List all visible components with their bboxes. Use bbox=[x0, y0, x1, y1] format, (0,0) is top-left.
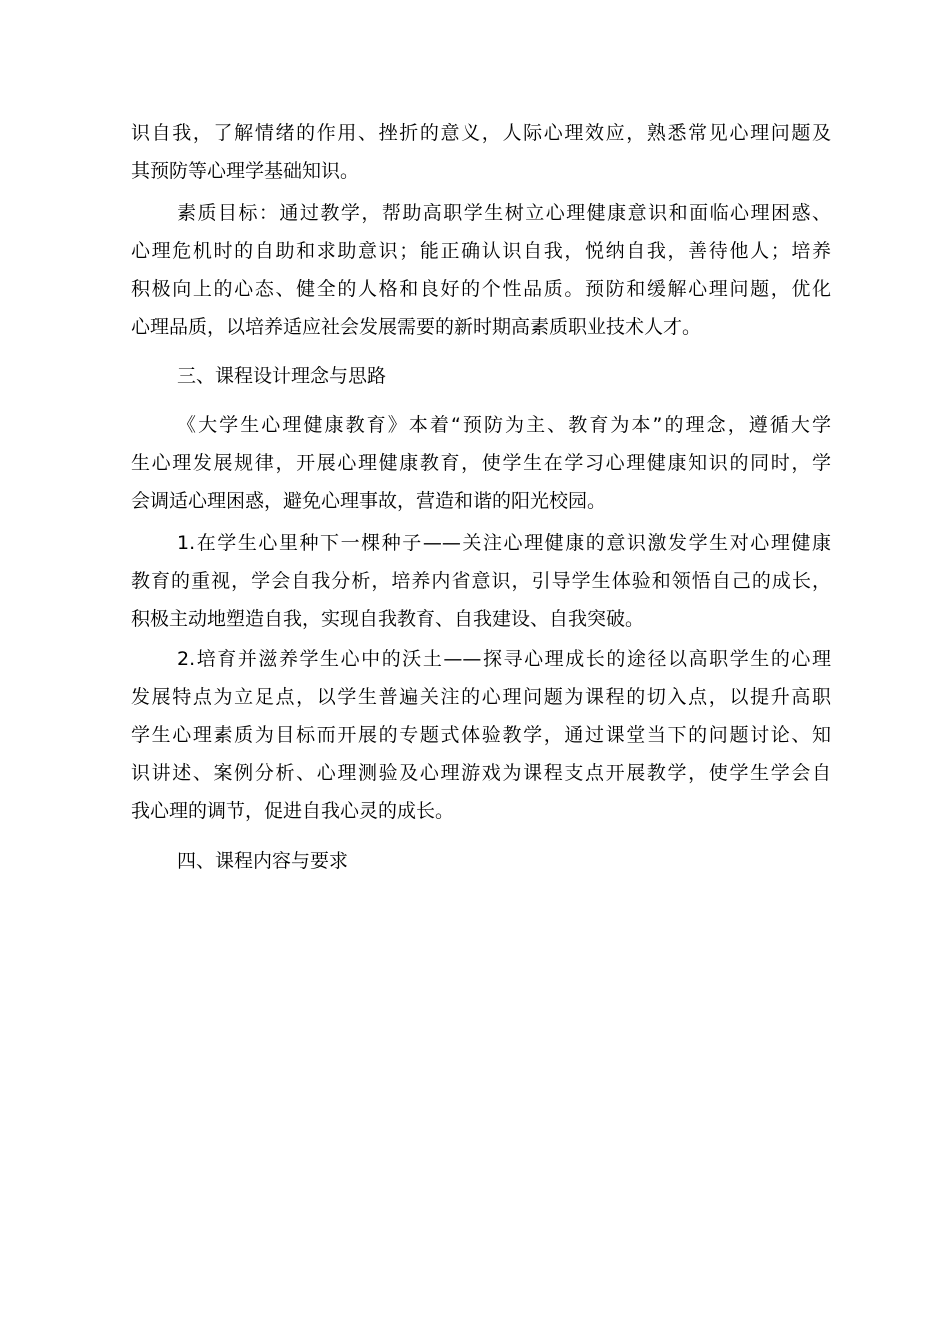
paragraph-point2-line-1: 2.培育并滋养学生心中的沃土——探寻心理成长的途径以高职学生的心理 bbox=[177, 648, 831, 670]
section-heading-3: 三、课程设计理念与思路 bbox=[177, 365, 387, 387]
paragraph-point1-line-1: 1.在学生心里种下一棵种子——关注心理健康的意识激发学生对心理健康 bbox=[177, 532, 831, 554]
paragraph-concept-line-1: 《大学生心理健康教育》本着“预防为主、教育为本”的理念，遵循大学 bbox=[177, 414, 831, 436]
paragraph-point1-line-2: 教育的重视，学会自我分析，培养内省意识，引导学生体验和领悟自己的成长， bbox=[131, 570, 831, 592]
paragraph-knowledge-line-1: 识自我，了解情绪的作用、挫折的意义，人际心理效应，熟悉常见心理问题及 bbox=[131, 122, 831, 144]
section-heading-4: 四、课程内容与要求 bbox=[177, 850, 349, 872]
paragraph-point2-line-4: 识讲述、案例分析、心理测验及心理游戏为课程支点开展教学，使学生学会自 bbox=[131, 762, 831, 784]
paragraph-point2-line-2: 发展特点为立足点，以学生普遍关注的心理问题为课程的切入点，以提升高职 bbox=[131, 686, 831, 708]
paragraph-quality-line-3: 积极向上的心态、健全的人格和良好的个性品质。预防和缓解心理问题，优化 bbox=[131, 278, 831, 300]
paragraph-point1-line-3: 积极主动地塑造自我，实现自我教育、自我建设、自我突破。 bbox=[131, 608, 645, 630]
paragraph-point2-line-5: 我心理的调节，促进自我心灵的成长。 bbox=[131, 800, 455, 822]
paragraph-concept-line-2: 生心理发展规律，开展心理健康教育，使学生在学习心理健康知识的同时，学 bbox=[131, 452, 831, 474]
paragraph-quality-line-2: 心理危机时的自助和求助意识；能正确认识自我，悦纳自我，善待他人；培养 bbox=[131, 240, 831, 262]
paragraph-knowledge-line-2: 其预防等心理学基础知识。 bbox=[131, 160, 360, 182]
paragraph-quality-line-4: 心理品质，以培养适应社会发展需要的新时期高素质职业技术人才。 bbox=[131, 316, 702, 338]
paragraph-point2-line-3: 学生心理素质为目标而开展的专题式体验教学，通过课堂当下的问题讨论、知 bbox=[131, 724, 831, 746]
paragraph-quality-line-1: 素质目标：通过教学，帮助高职学生树立心理健康意识和面临心理困惑、 bbox=[177, 202, 831, 224]
paragraph-concept-line-3: 会调适心理困惑，避免心理事故，营造和谐的阳光校园。 bbox=[131, 490, 607, 512]
